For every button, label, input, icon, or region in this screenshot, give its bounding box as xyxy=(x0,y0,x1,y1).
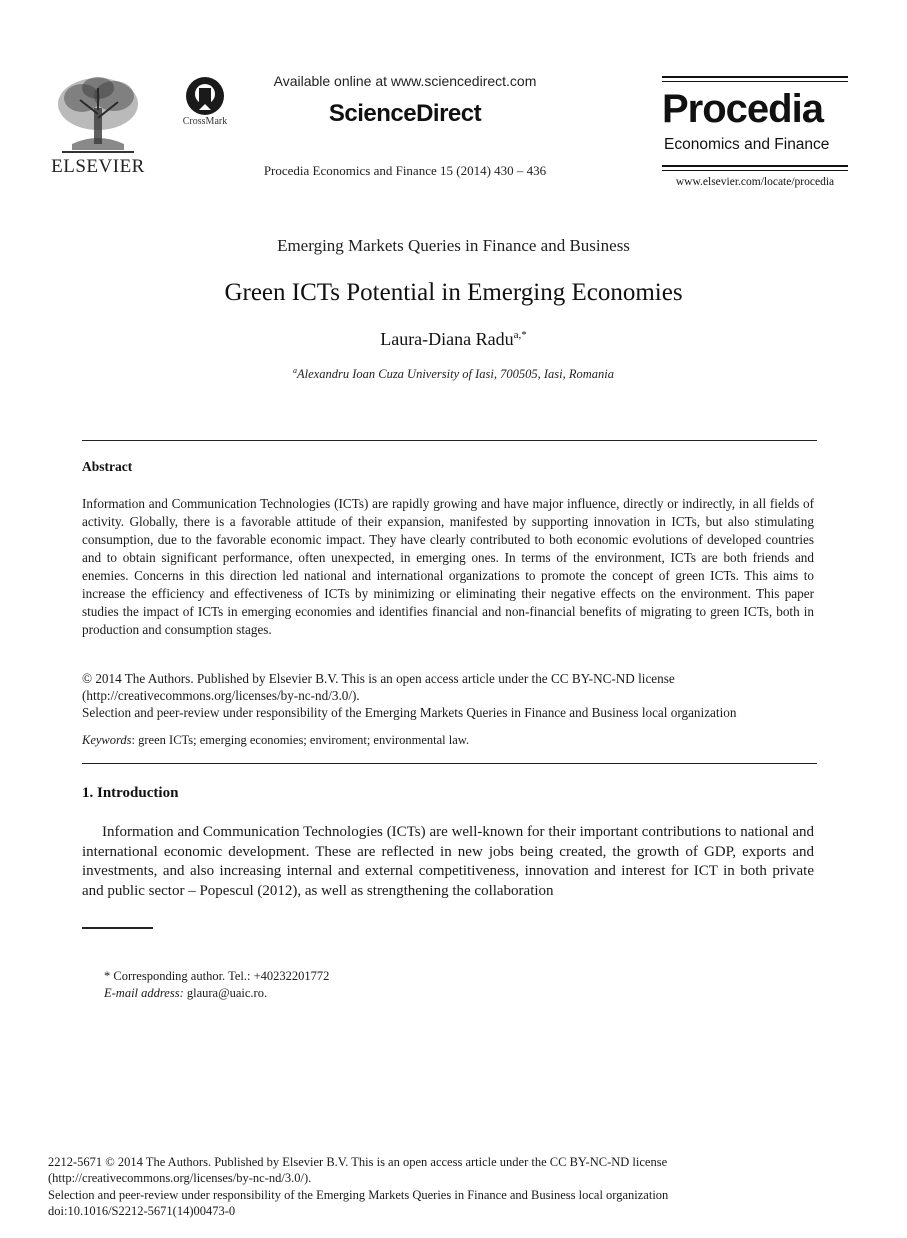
keywords-line xyxy=(82,733,817,748)
paper-title: Green ICTs Potential in Emerging Economies xyxy=(224,279,683,306)
email-address[interactable]: glaura@uaic.ro. xyxy=(183,986,268,1000)
keywords-list: : green ICTs; emerging economies; enviroment; environmental law. xyxy=(131,733,470,747)
abstract-bottom-rule xyxy=(82,763,817,764)
procedia-url-link[interactable]: www.elsevier.com/locate/procedia xyxy=(675,176,835,188)
abstract-heading: Abstract xyxy=(82,459,133,474)
footer-license-link[interactable]: (http://creativecommons.org/licenses/by-nc-nd/3.0/). xyxy=(48,1171,312,1185)
procedia-rule-top-thin xyxy=(662,81,848,82)
intro-heading: 1. Introduction xyxy=(82,785,179,801)
copyright-line-1: © 2014 The Authors. Published by Elsevier B.V. This is an open access article under the CC BY-NC-ND license xyxy=(82,671,675,686)
footnote-rule xyxy=(82,927,153,929)
procedia-rule-top xyxy=(662,76,848,78)
peer-review-line: Selection and peer-review under responsibility of the Emerging Markets Queries in Finance and Business local organization xyxy=(82,705,737,720)
abstract-body: Information and Communication Technologies (ICTs) are rapidly growing and have major influence, directly or indirectly, in all fields of activity. Globally, there is a favorable attitude of their expansion, manifested by supporting innovation in ICTs, but also stimulating consumption, due to the favorable economic impact. They have clearly contributed to both economic evolutions of developed countries and to obtain significant performance, often unexpected, in emerging ones. In terms of the environment, ICTs are both friends and enemies. Concerns in this direction led national and international organizations to promote the concept of green ICTs. This aims to increase the efficiency and effectiveness of ICTs by minimizing or eliminating their negative effects on the environment. This paper studies the impact of ICTs in emerging economies and identifies financial and non-financial benefits of migrating to green ICTs, both in production and consumption stages. xyxy=(82,496,814,637)
license-link[interactable]: (http://creativecommons.org/licenses/by-nc-nd/3.0/). xyxy=(82,688,360,703)
affiliation-line xyxy=(0,366,907,382)
procedia-rule-mid-thin xyxy=(662,170,848,171)
author-name: Laura-Diana Radu xyxy=(380,329,514,349)
author-line xyxy=(0,329,907,350)
elsevier-logo xyxy=(50,74,146,178)
affiliation-mark: a xyxy=(293,366,297,375)
abstract-copyright xyxy=(82,670,817,721)
procedia-subtitle: Economics and Finance xyxy=(664,136,830,153)
footer-peer-review: Selection and peer-review under responsibility of the Emerging Markets Queries in Finance and Business local organization xyxy=(48,1188,669,1202)
procedia-rule-mid xyxy=(662,165,848,167)
crossmark-label: CrossMark xyxy=(182,116,228,127)
affiliation-text: Alexandru Ioan Cuza University of Iasi, 700505, Iasi, Romania xyxy=(297,367,614,382)
journal-reference: Procedia Economics and Finance 15 (2014) 430 – 436 xyxy=(263,163,547,178)
footer-issn-line: 2212-5671 © 2014 The Authors. Published by Elsevier B.V. This is an open access article under the CC BY-NC-ND license xyxy=(48,1155,668,1169)
abstract-top-rule xyxy=(82,440,817,441)
footer-doi[interactable]: doi:10.1016/S2212-5671(14)00473-0 xyxy=(48,1204,236,1218)
email-label: E-mail address: xyxy=(104,986,184,1000)
keywords-label: Keywords xyxy=(82,733,132,747)
corresponding-author-note: * Corresponding author. Tel.: +40232201772 xyxy=(104,969,330,983)
available-online-text: Available online at www.sciencedirect.com xyxy=(273,73,537,89)
elsevier-tree-icon xyxy=(52,74,144,154)
procedia-title: Procedia xyxy=(662,87,823,131)
author-marks: a,* xyxy=(513,329,527,341)
sciencedirect-brand: ScienceDirect xyxy=(328,100,482,127)
intro-body: Information and Communication Technologies (ICTs) are well-known for their important contributions to national and international economic development. These are reflected in new jobs being created, the growth of GDP, exports and investments, and also increasing internal and external competitiveness, innovation and interest for ICT in both private and public sector – Popescul (2012), as well as strengthening the collaboration xyxy=(82,824,814,899)
conference-name: Emerging Markets Queries in Finance and Business xyxy=(277,236,630,255)
elsevier-wordmark: ELSEVIER xyxy=(51,156,145,177)
email-note xyxy=(104,986,267,1001)
